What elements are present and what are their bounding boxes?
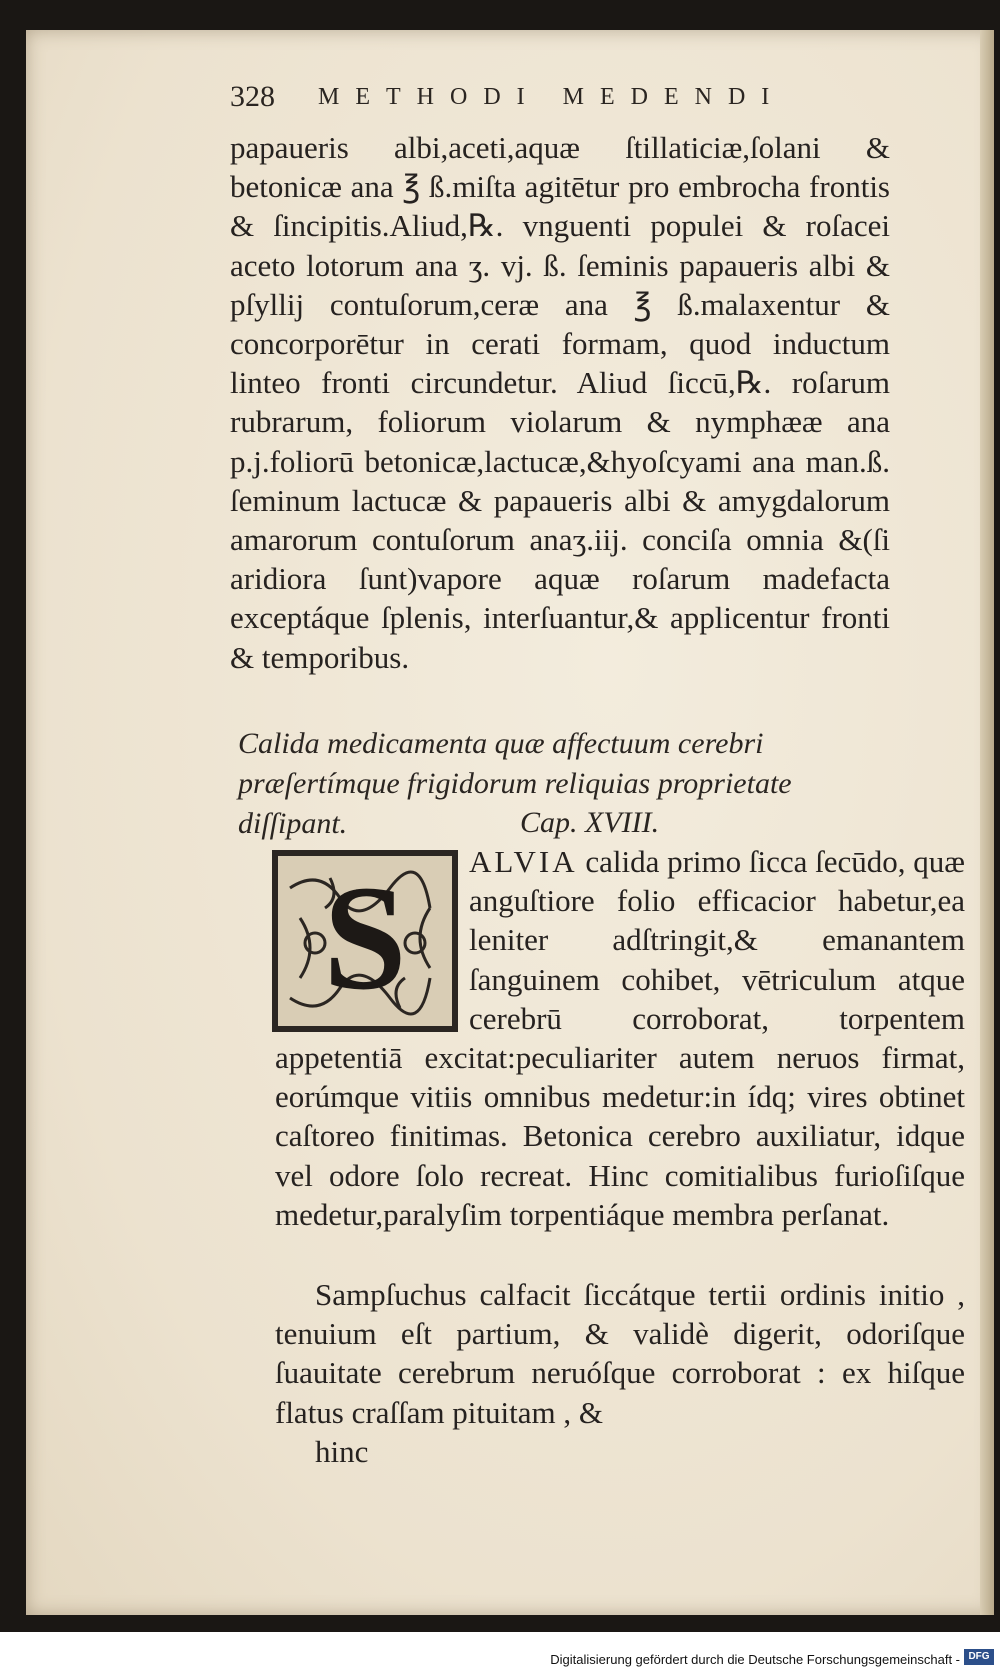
catchword: hinc [315,1433,369,1469]
chapter-number: Cap. XVIII. [520,806,660,839]
page-header [230,80,870,120]
chapter-title: Calida medicamenta quæ affectuum cerebri præſertímque frigidorum reliquias proprietate diſſipant. [238,727,792,840]
initial-letter: S [323,855,407,1021]
decorated-initial [270,848,460,1034]
running-head: METHODI MEDENDI [318,84,786,110]
page-number: 328 [230,80,275,113]
dfg-logo: DFG [964,1649,994,1665]
paragraph-recipe: papaueris albi,aceti,aquæ ſtillaticiæ,ſolani & betonicæ ana ℥ ß.miſta agitētur pro embrocha frontis & ſincipitis.Aliud,℞. vnguenti populei & roſacei aceto lotorum ana ʒ. vj. ß. ſeminis papaueris albi & pſyllij contuſorum,ceræ ana ℥ ß.malaxentur & concorporētur in cerati formam, quod inductum linteo fronti circundetur. Aliud ſiccū,℞. roſarum rubrarum, foliorum violarum & nymphææ ana p.j.foliorū betonicæ,lactucæ,&hyoſcyami ana man.ß. ſeminum lactucæ & papaueris albi & amygdalorum amarorum contuſorum anaʒ.iij. conciſa omnia &(ſi aridiora ſunt)vapore aquæ roſarum madefacta exceptáque ſplenis, interſuantur,& applicentur fronti & temporibus. [230,130,890,675]
paragraph-lead-word: ALVIA [469,844,578,879]
page-edge [980,30,994,1615]
paragraph-sampsuchus [275,1275,965,1471]
paragraph-sampsuchus-text: Sampſuchus calfacit ſiccátque tertii ordinis initio , tenuium eſt partium, & validè digerit, odoriſque ſuauitate cerebrum neruóſque corroborat : ex hiſque flatus craſſam pituitam , & [275,1277,965,1430]
paragraph-salvia-text: calida primo ſicca ſecūdo, quæ anguſtiore folio efficacior habetur,ea leniter adſtringit,& emanantem ſanguinem cohibet, vētriculum atque cerebrū corroborat, torpentem appetentiā excitat:peculiariter autem neruos firmat, eorúmque vitiis omnibus medetur:in ídq; vires obtinet caſtoreo finitimas. Betonica cerebro auxiliatur, idque vel odore ſolo recreat. Hinc comitialibus furioſiſque medetur,paralyſim torpentiáque membra perſanat. [275,844,965,1232]
footer-credit: Digitalisierung gefördert durch die Deutsche Forschungsgemeinschaft - [550,1652,960,1667]
